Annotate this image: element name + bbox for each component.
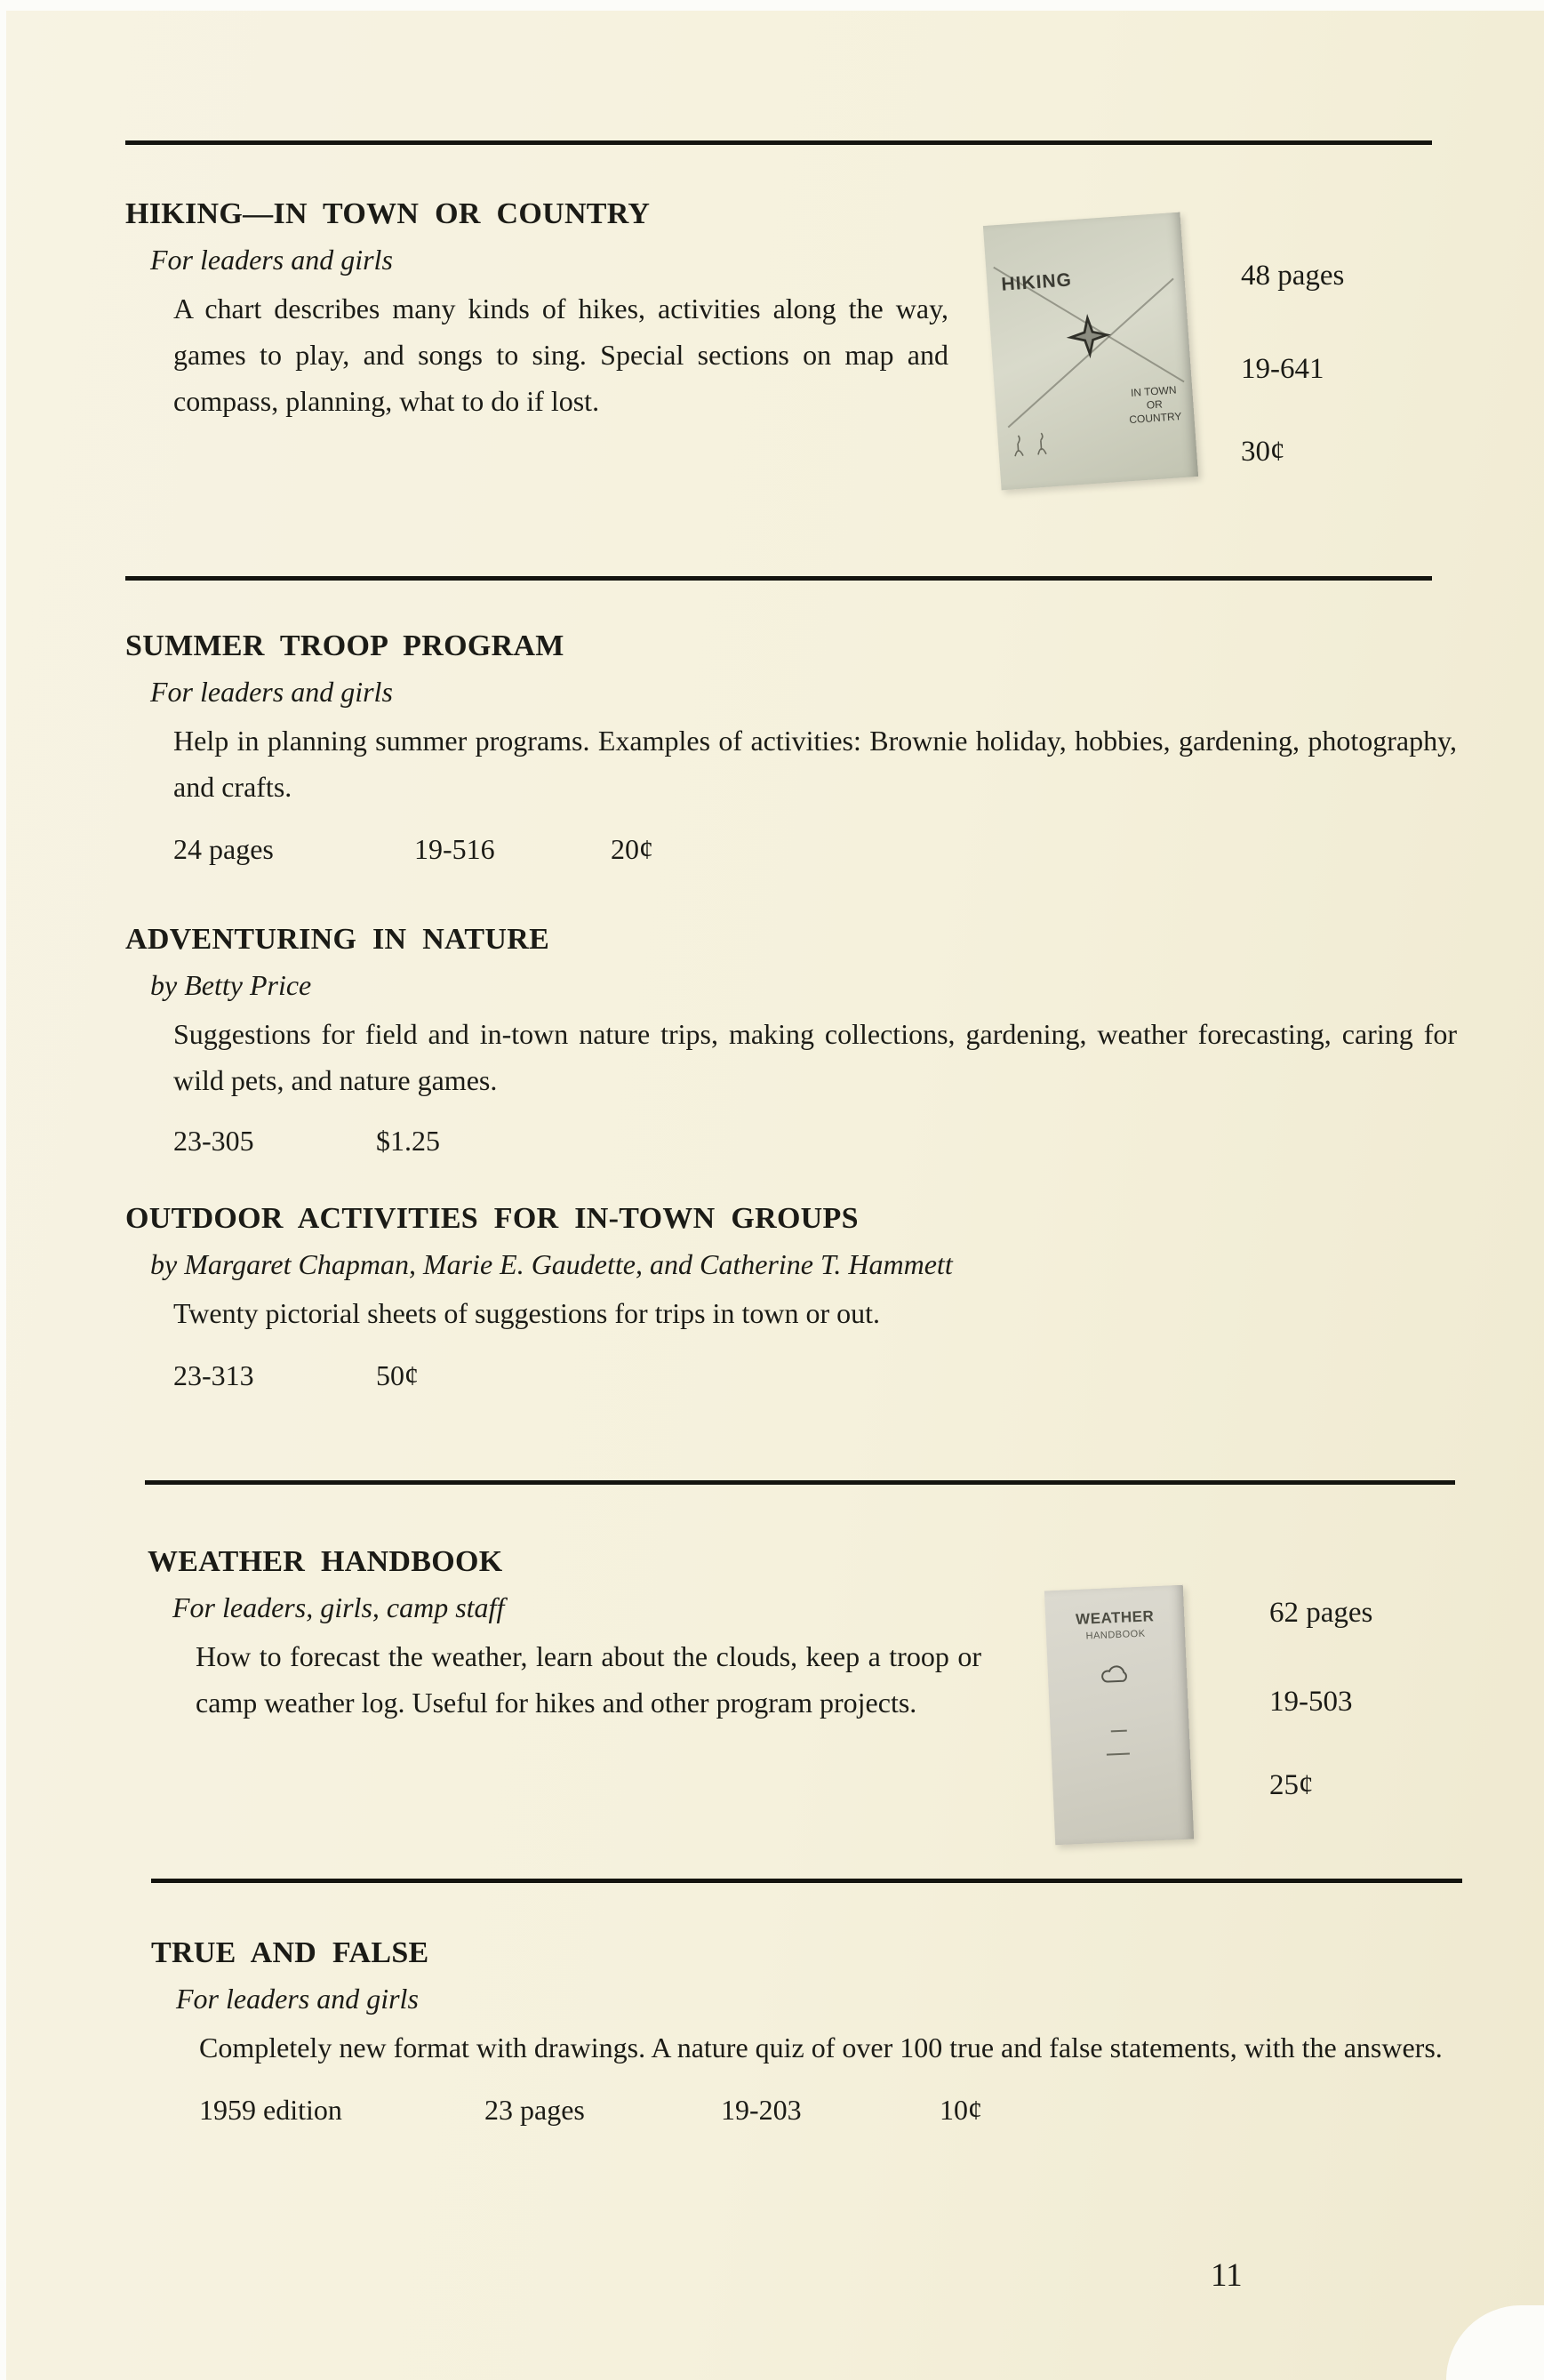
entry-title: SUMMER TROOP PROGRAM — [125, 629, 564, 662]
entry-description: Help in planning summer programs. Examples of activities: Brownie holiday, hobbies, gardening, photography, and crafts. — [173, 725, 1457, 803]
entry-meta — [173, 1125, 1459, 1158]
cover-title: WEATHER — [1075, 1607, 1155, 1629]
entry-audience: For leaders, girls, camp staff — [172, 1591, 505, 1623]
entry-author: by Margaret Chapman, Marie E. Gaudette, and Catherine T. Hammett — [150, 1248, 953, 1280]
hikers-sketch-icon — [1006, 421, 1064, 467]
price: 20¢ — [611, 833, 653, 865]
entry-hiking — [125, 197, 1459, 468]
compass-star-icon — [1062, 309, 1116, 367]
scan-edge-left — [0, 0, 6, 2380]
page-number: 11 — [1211, 2257, 1243, 2294]
entry-outdoor-activities — [125, 1202, 1459, 1392]
entry-description: Completely new format with drawings. A nature quiz of over 100 true and false statements, with the answers. — [199, 2031, 1443, 2063]
entry-author: by Betty Price — [150, 969, 312, 1001]
cover-subtitle — [1127, 383, 1182, 427]
entry-title: HIKING—IN TOWN OR COUNTRY — [125, 197, 651, 230]
section-divider — [151, 1879, 1462, 1883]
entry-true-and-false — [151, 1936, 1462, 2127]
entry-weather-handbook — [148, 1545, 1481, 1801]
cloud-icon — [1097, 1660, 1137, 1693]
entry-audience: For leaders and girls — [176, 1983, 419, 2015]
price: 25¢ — [1269, 1769, 1314, 1801]
entry-audience: For leaders and girls — [150, 676, 393, 708]
page-count: 48 pages — [1241, 260, 1345, 292]
edition: 1959 edition — [199, 2094, 342, 2126]
entry-title: WEATHER HANDBOOK — [148, 1545, 503, 1578]
cover-subtitle: HANDBOOK — [1085, 1628, 1146, 1642]
page-count: 62 pages — [1269, 1597, 1373, 1629]
entry-title: ADVENTURING IN NATURE — [125, 923, 550, 956]
entry-title: OUTDOOR ACTIVITIES FOR IN-TOWN GROUPS — [125, 1202, 859, 1235]
cover-dash-mark — [1107, 1753, 1130, 1756]
catalog-number: 19-503 — [1269, 1686, 1353, 1718]
catalog-number: 19-516 — [414, 833, 495, 865]
book-cover-hiking — [983, 212, 1198, 491]
cover-dash-mark — [1111, 1730, 1127, 1733]
price: $1.25 — [376, 1125, 440, 1157]
section-divider — [125, 140, 1432, 145]
page-count: 23 pages — [484, 2094, 585, 2126]
section-divider — [125, 576, 1432, 581]
price: 30¢ — [1241, 436, 1285, 468]
page-count: 24 pages — [173, 833, 274, 865]
entry-description: A chart describes many kinds of hikes, activities along the way, games to play, and songs to sing. Special sections on map and compass, planning, what to do if lost. — [173, 292, 948, 417]
entry-title: TRUE AND FALSE — [151, 1936, 429, 1969]
entry-description: Twenty pictorial sheets of suggestions for trips in town or out. — [173, 1297, 880, 1329]
cover-subtitle-line: OR — [1146, 397, 1164, 412]
entry-adventuring-in-nature — [125, 923, 1459, 1158]
section-divider — [145, 1480, 1455, 1485]
scan-corner — [1446, 2305, 1544, 2380]
price: 50¢ — [376, 1359, 419, 1391]
cover-title: HIKING — [1000, 269, 1073, 295]
entry-meta — [199, 2094, 1462, 2127]
entry-summer-troop-program — [125, 629, 1459, 866]
entry-audience: For leaders and girls — [150, 244, 393, 276]
cover-subtitle-line: COUNTRY — [1128, 410, 1182, 427]
book-cover-weather — [1044, 1585, 1194, 1846]
catalog-number: 19-641 — [1241, 353, 1324, 385]
price: 10¢ — [940, 2094, 982, 2126]
scan-edge-top — [0, 0, 1544, 11]
cover-subtitle-line: IN TOWN — [1130, 383, 1177, 399]
entry-description: How to forecast the weather, learn about the clouds, keep a troop or camp weather log. Useful for hikes and other program projects. — [196, 1640, 981, 1719]
catalog-number: 23-305 — [173, 1125, 254, 1157]
entry-meta — [173, 833, 1459, 866]
catalog-number: 23-313 — [173, 1359, 254, 1391]
catalog-number: 19-203 — [721, 2094, 802, 2126]
entry-description: Suggestions for field and in-town nature trips, making collections, gardening, weather forecasting, caring for wild pets, and nature games. — [173, 1018, 1457, 1096]
entry-meta — [173, 1359, 1459, 1392]
